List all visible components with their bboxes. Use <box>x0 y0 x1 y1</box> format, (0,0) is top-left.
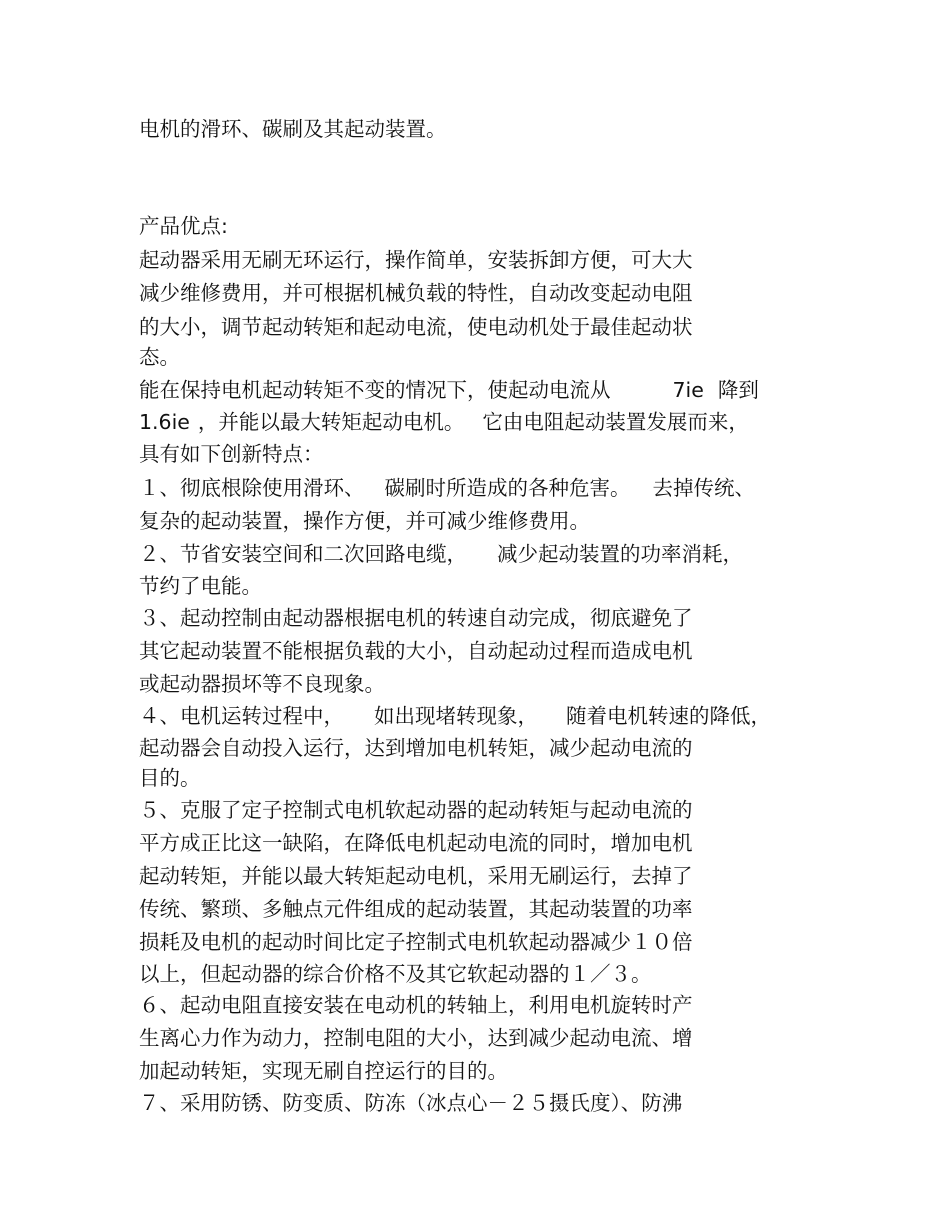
text-line: 传统、繁琐、多触点元件组成的起动装置，其起动装置的功率 <box>139 897 693 921</box>
list-item <box>139 476 755 500</box>
text-run: ２、节省安装空间和二次回路电缆， <box>139 542 467 566</box>
text-line: 起动器采用无刷无环运行，操作简单，安装拆卸方便，可大大 <box>139 248 693 272</box>
text-run: 7ie <box>672 378 704 402</box>
text-line: 起动器会自动投入运行，达到增加电机转矩，减少起动电流的 <box>139 736 693 760</box>
text-line: 节约了电能。 <box>139 574 262 598</box>
text-line <box>139 410 749 434</box>
text-run: 减少起动装置的功率消耗， <box>497 542 743 566</box>
list-item: ７、采用防锈、防变质、防冻（冰点心－２５摄氏度）、防沸 <box>139 1091 683 1115</box>
text-run: １、彻底根除使用滑环、 <box>139 476 365 500</box>
text-run: 随着电机转速的降低， <box>566 704 771 728</box>
text-run: 降到 <box>717 378 759 402</box>
list-item <box>139 704 771 728</box>
text-run: 1.6ie <box>139 410 190 434</box>
text-run: 去掉传统、 <box>652 476 755 500</box>
text-line: 电机的滑环、碳刷及其起动装置。 <box>139 117 447 141</box>
text-line <box>139 378 759 402</box>
text-line: 复杂的起动装置，操作方便，并可减少维修费用。 <box>139 509 590 533</box>
text-run: 如出现堵转现象， <box>374 704 538 728</box>
text-line: 平方成正比这一缺陷，在降低电机起动电流的同时，增加电机 <box>139 831 693 855</box>
text-run: 它由电阻起动装置发展而来， <box>482 410 749 434</box>
text-run: 碳刷时所造成的各种危害。 <box>384 476 631 500</box>
list-item <box>139 542 743 566</box>
text-run: ，并能以最大转矩起动电机。 <box>197 410 465 434</box>
text-line: 减少维修费用，并可根据机械负载的特性，自动改变起动电阻 <box>139 281 693 305</box>
text-line: 加起动转矩，实现无刷自控运行的目的。 <box>139 1059 508 1083</box>
list-item: ３、起动控制由起动器根据电机的转速自动完成，彻底避免了 <box>139 606 693 630</box>
text-line: 以上，但起动器的综合价格不及其它软起动器的１／３。 <box>139 962 652 986</box>
text-line: 损耗及电机的起动时间比定子控制式电机软起动器减少１０倍 <box>139 930 693 954</box>
list-item: ５、克服了定子控制式电机软起动器的起动转矩与起动电流的 <box>139 798 693 822</box>
text-line: 其它起动装置不能根据负载的大小，自动起动过程而造成电机 <box>139 639 693 663</box>
section-heading: 产品优点: <box>139 214 228 238</box>
text-line: 或起动器损坏等不良现象。 <box>139 672 385 696</box>
text-line: 起动转矩，并能以最大转矩起动电机，采用无刷运行，去掉了 <box>139 864 693 888</box>
text-line: 的大小，调节起动转矩和起动电流，使电动机处于最佳起动状 <box>139 315 693 339</box>
text-line: 目的。 <box>139 766 201 790</box>
text-line: 具有如下创新特点： <box>139 442 324 466</box>
text-run: 能在保持电机起动转矩不变的情况下，使起动电流从 <box>139 378 611 402</box>
text-line: 生离心力作为动力，控制电阻的大小，达到减少起动电流、增 <box>139 1026 693 1050</box>
text-run: ４、电机运转过程中， <box>139 704 344 728</box>
list-item: ６、起动电阻直接安装在电动机的转轴上，利用电机旋转时产 <box>139 993 693 1017</box>
text-line: 态。 <box>139 345 180 369</box>
